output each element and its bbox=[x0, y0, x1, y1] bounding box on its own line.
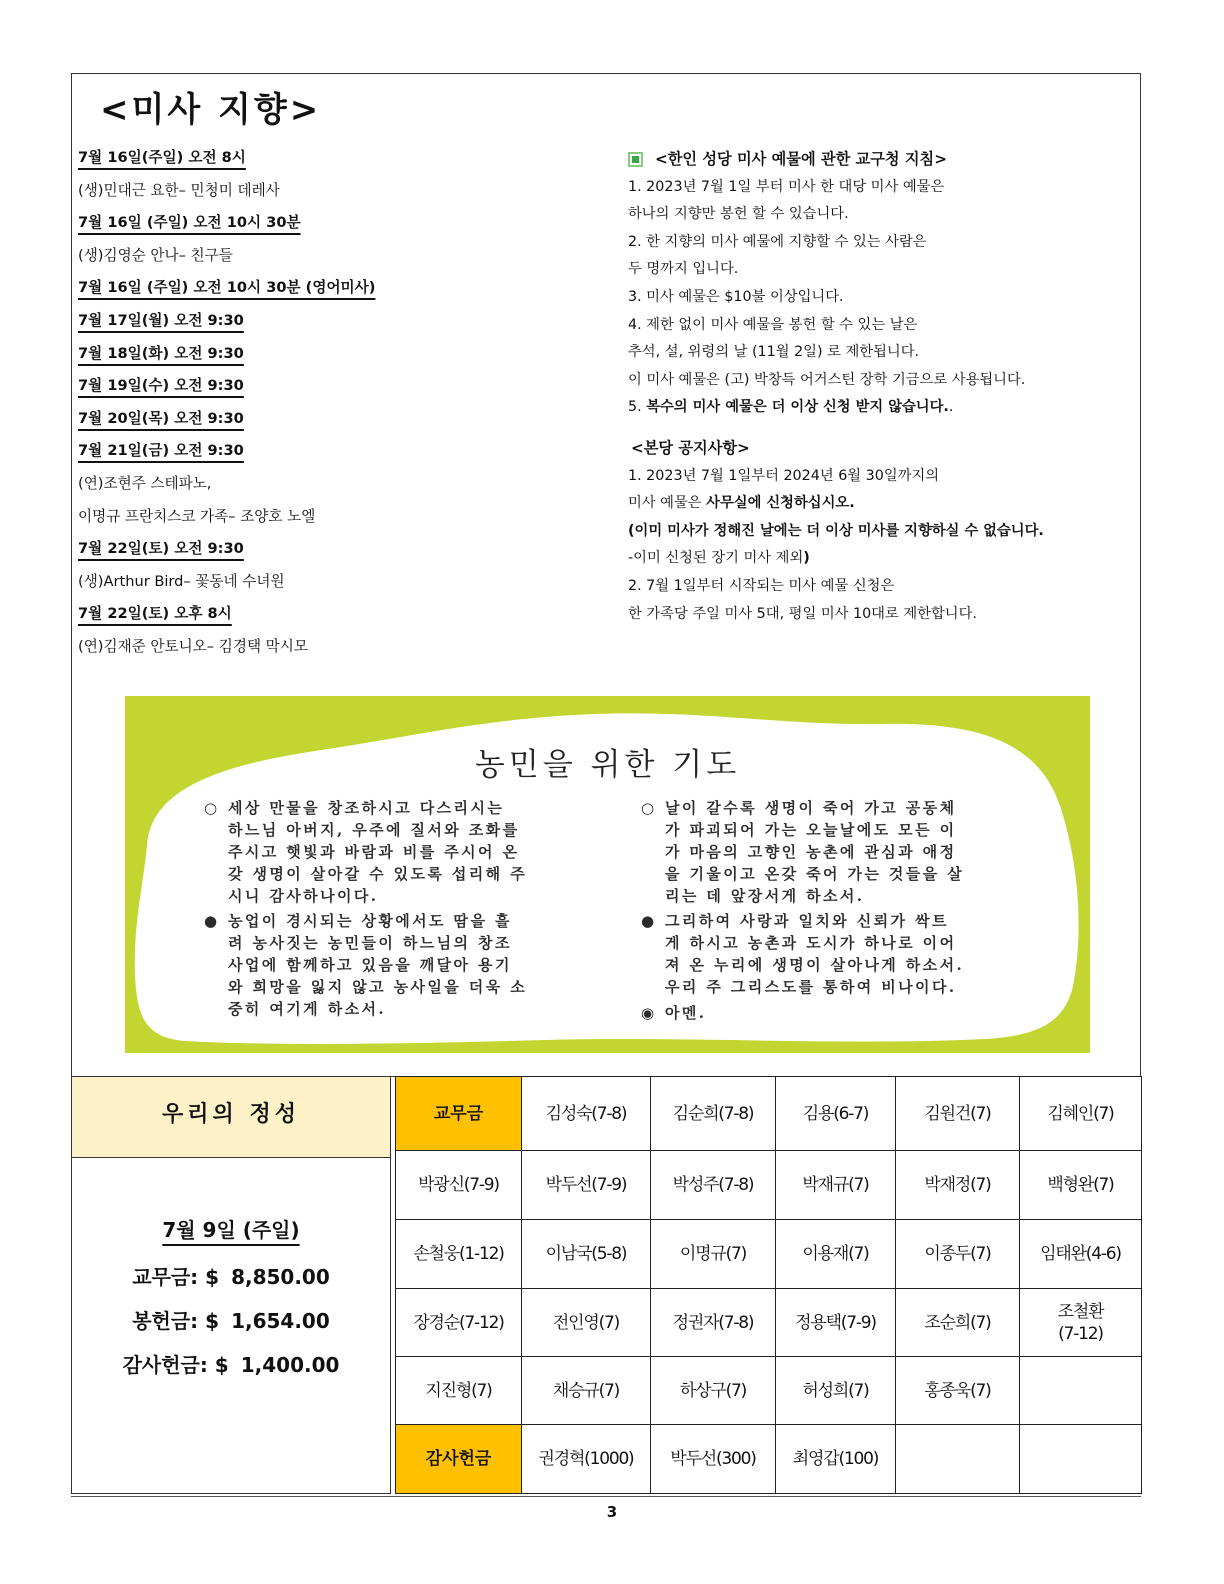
table-row bbox=[396, 1220, 1142, 1289]
empty-cell bbox=[1020, 1357, 1142, 1425]
prayer-line: 와 희망을 잃지 않고 농사일을 더욱 소 bbox=[228, 978, 528, 996]
guidelines-title bbox=[628, 146, 1133, 174]
offering-amount: 8,850.00 bbox=[231, 1265, 330, 1289]
table-row bbox=[396, 1357, 1142, 1425]
donor-cell: 박두선(300) bbox=[651, 1425, 776, 1494]
notice-line-bold: (이미 미사가 정해진 날에는 더 이상 미사를 지향하실 수 없습니다. bbox=[628, 522, 1044, 539]
prayer-line: 우리 주 그리스도를 통하여 비나이다. bbox=[665, 978, 957, 996]
prayer-line: 그리하여 사랑과 일치와 신뢰가 싹트 bbox=[665, 912, 949, 930]
guideline-line: 추석, 설, 위령의 날 (11월 2일) 로 제한됩니다. bbox=[628, 344, 920, 361]
guideline-item-5-tail: . bbox=[948, 399, 954, 416]
notice-line-bold: ) bbox=[803, 550, 810, 567]
prayer-stanza bbox=[204, 910, 528, 1020]
farmers-prayer-panel bbox=[125, 696, 1090, 1053]
prayer-title: 농민을 위한 기도 bbox=[474, 747, 741, 783]
donor-cell: 조순희(7) bbox=[896, 1289, 1020, 1357]
prayer-column-right bbox=[641, 797, 965, 1024]
page-number: 3 bbox=[606, 1503, 618, 1521]
category-cell: 교무금 bbox=[396, 1077, 522, 1151]
green-square-icon bbox=[628, 152, 643, 167]
donor-cell: 최영갑(100) bbox=[776, 1425, 896, 1494]
offering-date bbox=[72, 1216, 390, 1244]
intention-name: (생)민대근 요한– 민청미 데레사 bbox=[78, 181, 280, 199]
offering-item bbox=[72, 1351, 390, 1379]
donor-cell: 박광신(7-9) bbox=[396, 1151, 522, 1220]
notices-title: <본당 공지사항> bbox=[631, 438, 750, 457]
prayer-line: 아멘. bbox=[665, 1004, 707, 1022]
intention-date: 7월 16일 (주일) 오전 10시 30분 (영어미사) bbox=[78, 279, 376, 297]
offering-date-text: 7월 9일 (주일) bbox=[162, 1218, 300, 1242]
prayer-line: 갖 생명이 살아갈 수 있도록 섭리해 주 bbox=[228, 865, 528, 883]
guideline-line: 이 미사 예물은 (고) 박창득 어거스틴 장학 기금으로 사용됩니다. bbox=[628, 371, 1026, 388]
offering-title: 우리의 정성 bbox=[72, 1077, 390, 1158]
intention-name: (연)김재준 안토니오– 김경택 막시모 bbox=[78, 637, 308, 655]
intention-date: 7월 18일(화) 오전 9:30 bbox=[78, 344, 244, 362]
prayer-line: 져 온 누리에 생명이 살아나게 하소서. bbox=[665, 956, 965, 974]
notice-line: 2. 7월 1일부터 시작되는 미사 예물 신청은 bbox=[628, 577, 895, 594]
donor-cell: 박성주(7-8) bbox=[651, 1151, 776, 1220]
donor-cell: 김순희(7-8) bbox=[651, 1077, 776, 1151]
guideline-line: 2. 한 지향의 미사 예물에 지향할 수 있는 사람은 bbox=[628, 233, 927, 250]
prayer-line: 세상 만물을 창조하시고 다스리시는 bbox=[228, 799, 505, 817]
guideline-line: 하나의 지향만 봉헌 할 수 있습니다. bbox=[628, 206, 849, 223]
donor-cell: 박두선(7-9) bbox=[522, 1151, 651, 1220]
intention-date: 7월 19일(수) 오전 9:30 bbox=[78, 377, 244, 395]
prayer-line: 하느님 아버지, 우주에 질서와 조화를 bbox=[228, 821, 520, 839]
prayer-column-left bbox=[204, 797, 528, 1020]
notice-line-bold: 사무실에 신청하십시오. bbox=[706, 495, 855, 512]
offering-item bbox=[72, 1263, 390, 1291]
offering-amount: 1,654.00 bbox=[231, 1309, 330, 1333]
prayer-stanza bbox=[204, 797, 528, 907]
prayer-line: 농업이 경시되는 상황에서도 땀을 흘 bbox=[228, 912, 512, 930]
prayer-line: 시니 감사하나이다. bbox=[228, 887, 379, 905]
prayer-line: 주시고 햇빛과 바람과 비를 주시어 온 bbox=[228, 843, 520, 861]
donor-cell: 김성숙(7-8) bbox=[522, 1077, 651, 1151]
donor-cell: 이종두(7) bbox=[896, 1220, 1020, 1289]
intention-date: 7월 21일(금) 오전 9:30 bbox=[78, 442, 244, 460]
donor-cell: 정권자(7-8) bbox=[651, 1289, 776, 1357]
notice-line: 한 가족당 주일 미사 5대, 평일 미사 10대로 제한합니다. bbox=[628, 605, 977, 622]
category-cell: 감사헌금 bbox=[396, 1425, 522, 1494]
donor-cell: 하상구(7) bbox=[651, 1357, 776, 1425]
intention-date: 7월 16일(주일) 오전 8시 bbox=[78, 149, 246, 166]
empty-cell bbox=[1020, 1425, 1142, 1494]
intention-date: 7월 22일(토) 오전 9:30 bbox=[78, 540, 244, 558]
empty-cell bbox=[896, 1425, 1020, 1494]
intention-name: 이명규 프란치스코 가족– 조양호 노엘 bbox=[78, 507, 316, 525]
donor-cell: 백형완(7) bbox=[1020, 1151, 1142, 1220]
prayer-line: 가 마음의 고향인 농촌에 관심과 애정 bbox=[665, 843, 957, 861]
donor-cell: 김원건(7) bbox=[896, 1077, 1020, 1151]
intention-date: 7월 16일 (주일) 오전 10시 30분 bbox=[78, 214, 301, 232]
offering-label: 봉헌금: $ bbox=[132, 1309, 220, 1333]
guideline-line: 3. 미사 예물은 $10불 이상입니다. bbox=[628, 288, 844, 305]
prayer-line: 려 농사짓는 농민들이 하느님의 창조 bbox=[228, 934, 512, 952]
prayer-line: 중히 여기게 하소서. bbox=[228, 1000, 386, 1018]
guideline-item-5 bbox=[628, 394, 1133, 422]
filled-circle-bullet: ● bbox=[204, 912, 218, 930]
notice-line: 1. 2023년 7월 1일부터 2024년 6월 30일까지의 bbox=[628, 467, 940, 484]
donor-cell: 김혜인(7) bbox=[1020, 1077, 1142, 1151]
offering-item bbox=[72, 1307, 390, 1335]
donor-cell: 장경순(7-12) bbox=[396, 1289, 522, 1357]
prayer-stanza bbox=[641, 797, 965, 907]
page-title: <미사 지향> bbox=[100, 90, 322, 130]
prayer-line: 가 파괴되어 가는 오늘날에도 모든 이 bbox=[665, 821, 957, 839]
table-row bbox=[396, 1151, 1142, 1220]
open-circle-bullet: ○ bbox=[641, 799, 655, 817]
notice-line bbox=[628, 490, 1133, 518]
intention-name: (연)조현주 스테파노, bbox=[78, 474, 212, 492]
guideline-line: 두 명까지 입니다. bbox=[628, 261, 739, 278]
guideline-item-5-bold: 복수의 미사 예물은 더 이상 신청 받지 않습니다. bbox=[646, 399, 949, 416]
guidelines-title-text: <한인 성당 미사 예물에 관한 교구청 지침> bbox=[655, 150, 947, 168]
table-row bbox=[396, 1289, 1142, 1357]
offering-amount: 1,400.00 bbox=[240, 1353, 340, 1377]
donor-cell: 이용재(7) bbox=[776, 1220, 896, 1289]
donor-cell: 김용(6-7) bbox=[776, 1077, 896, 1151]
donor-table bbox=[395, 1076, 1142, 1494]
notice-line-regular: 미사 예물은 bbox=[628, 495, 707, 512]
donor-cell: 조철환 (7-12) bbox=[1020, 1289, 1142, 1357]
donor-cell: 홍종욱(7) bbox=[896, 1357, 1020, 1425]
prayer-line: 날이 갈수록 생명이 죽어 가고 공동체 bbox=[665, 799, 957, 817]
donor-cell: 지진형(7) bbox=[396, 1357, 522, 1425]
prayer-line: 게 하시고 농촌과 도시가 하나로 이어 bbox=[665, 934, 957, 952]
offering-label: 감사헌금: $ bbox=[122, 1353, 229, 1377]
table-row bbox=[396, 1077, 1142, 1151]
guideline-item-5-number: 5. bbox=[628, 399, 647, 416]
donor-cell: 박재정(7) bbox=[896, 1151, 1020, 1220]
bullseye-bullet: ◉ bbox=[641, 1004, 655, 1022]
guideline-line: 4. 제한 없이 미사 예물을 봉헌 할 수 있는 날은 bbox=[628, 316, 918, 333]
prayer-line: 리는 데 앞장서게 하소서. bbox=[665, 887, 865, 905]
notice-line bbox=[628, 545, 1133, 573]
intention-date: 7월 20일(목) 오전 9:30 bbox=[78, 409, 244, 427]
notice-line-regular: -이미 신청된 장기 미사 제외 bbox=[628, 550, 804, 567]
donor-cell: 박재규(7) bbox=[776, 1151, 896, 1220]
guidelines-section bbox=[628, 146, 1133, 628]
donor-cell: 이남국(5-8) bbox=[522, 1220, 651, 1289]
offering-summary-box bbox=[71, 1076, 391, 1494]
mass-intentions-list bbox=[78, 142, 608, 664]
bottom-rule bbox=[71, 1496, 1141, 1497]
donor-cell: 정용택(7-9) bbox=[776, 1289, 896, 1357]
prayer-line: 사업에 함께하고 있음을 깨달아 용기 bbox=[228, 956, 512, 974]
offering-label: 교무금: $ bbox=[132, 1265, 220, 1289]
donor-cell: 손철웅(1-12) bbox=[396, 1220, 522, 1289]
guideline-line: 1. 2023년 7월 1일 부터 미사 한 대당 미사 예물은 bbox=[628, 178, 945, 195]
donor-cell: 임태완(4-6) bbox=[1020, 1220, 1142, 1289]
intention-date: 7월 17일(월) 오전 9:30 bbox=[78, 311, 244, 329]
prayer-stanza bbox=[641, 910, 965, 998]
intention-date: 7월 22일(토) 오후 8시 bbox=[78, 605, 232, 623]
donor-cell: 권경혁(1000) bbox=[522, 1425, 651, 1494]
intention-name: (생)Arthur Bird– 꽃동네 수녀원 bbox=[78, 572, 285, 590]
prayer-line: 을 기울이고 온갖 죽어 가는 것들을 살 bbox=[665, 865, 965, 883]
table-row bbox=[396, 1425, 1142, 1494]
donor-cell: 허성희(7) bbox=[776, 1357, 896, 1425]
filled-circle-bullet: ● bbox=[641, 912, 655, 930]
donor-cell: 전인영(7) bbox=[522, 1289, 651, 1357]
donor-cell: 채승규(7) bbox=[522, 1357, 651, 1425]
prayer-stanza-amen bbox=[641, 1002, 964, 1024]
donor-cell: 이명규(7) bbox=[651, 1220, 776, 1289]
intention-name: (생)김영순 안나– 친구들 bbox=[78, 246, 233, 264]
open-circle-bullet: ○ bbox=[204, 799, 218, 817]
